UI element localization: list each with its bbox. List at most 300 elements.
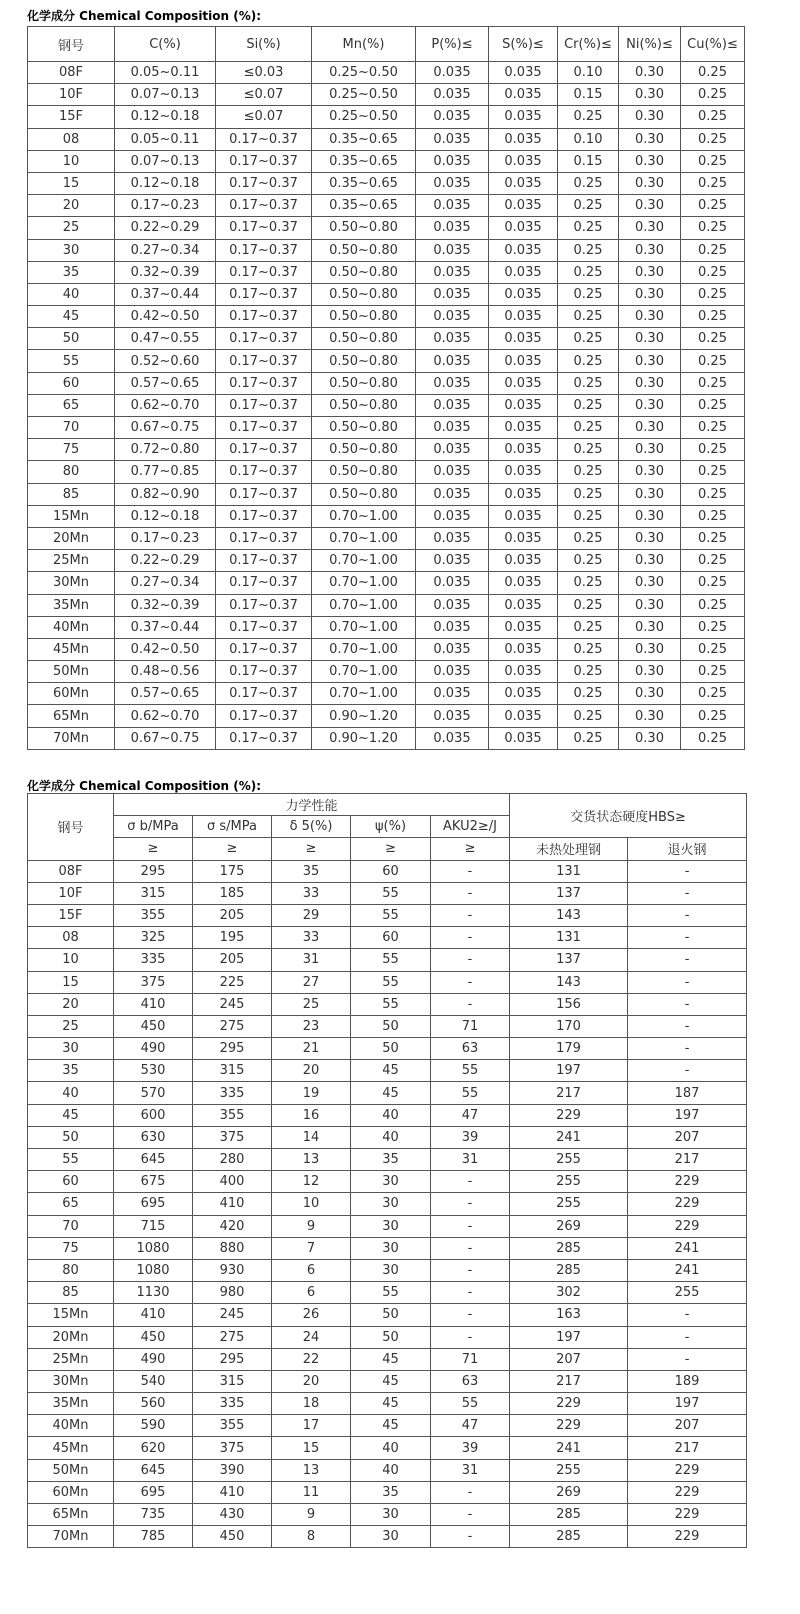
table-cell: 275 <box>193 1326 272 1348</box>
table-cell: 735 <box>114 1504 193 1526</box>
table-cell: 0.25~0.50 <box>312 62 416 84</box>
table-cell: 0.30 <box>619 616 681 638</box>
table-cell: 0.25 <box>681 594 745 616</box>
table-cell: 0.37~0.44 <box>115 616 216 638</box>
table-cell: 0.57~0.65 <box>115 683 216 705</box>
table-cell: 30 <box>351 1215 431 1237</box>
table-cell: 0.30 <box>619 594 681 616</box>
steel-grade-cell: 65Mn <box>28 705 115 727</box>
table-cell: 255 <box>510 1459 628 1481</box>
table-cell: 645 <box>114 1459 193 1481</box>
table-cell: 0.25 <box>681 417 745 439</box>
table-cell: 0.25 <box>558 727 619 749</box>
table-cell: 0.32~0.39 <box>115 594 216 616</box>
table-cell: 0.17~0.37 <box>216 306 312 328</box>
table-cell: 0.50~0.80 <box>312 483 416 505</box>
table-cell: 0.30 <box>619 62 681 84</box>
table-cell: 0.57~0.65 <box>115 372 216 394</box>
table-cell: - <box>431 1481 510 1503</box>
table-cell: 0.17~0.37 <box>216 550 312 572</box>
table-cell: 71 <box>431 1348 510 1370</box>
chem-header <box>28 27 745 62</box>
steel-grade-cell: 70 <box>28 1215 114 1237</box>
table-cell: 45 <box>351 1060 431 1082</box>
table-cell: 0.25 <box>558 306 619 328</box>
chemical-composition-title: 化学成分 Chemical Composition (%): <box>27 9 262 23</box>
table-cell: 0.035 <box>416 705 489 727</box>
table-cell: 0.25 <box>681 461 745 483</box>
table-cell: 0.30 <box>619 417 681 439</box>
table-cell: 0.70~1.00 <box>312 616 416 638</box>
table-cell: 30 <box>351 1504 431 1526</box>
table-cell: 197 <box>628 1393 747 1415</box>
table-cell: 30 <box>351 1193 431 1215</box>
steel-grade-cell: 65 <box>28 1193 114 1215</box>
table-cell: 0.17~0.37 <box>216 705 312 727</box>
table-cell: 45 <box>351 1082 431 1104</box>
table-cell: 245 <box>193 993 272 1015</box>
table-cell: 0.50~0.80 <box>312 261 416 283</box>
table-cell: 0.30 <box>619 372 681 394</box>
table-row <box>28 1437 747 1459</box>
table-row <box>28 1126 747 1148</box>
table-cell: 0.035 <box>416 350 489 372</box>
table-cell: 9 <box>272 1504 351 1526</box>
table-row <box>28 1282 747 1304</box>
table-cell: 0.30 <box>619 683 681 705</box>
table-cell: 570 <box>114 1082 193 1104</box>
table-cell: 0.25 <box>681 84 745 106</box>
table-cell: 0.35~0.65 <box>312 150 416 172</box>
table-cell: 0.17~0.37 <box>216 128 312 150</box>
table-cell: 620 <box>114 1437 193 1459</box>
table-cell: 229 <box>628 1526 747 1548</box>
table-cell: 0.035 <box>416 217 489 239</box>
table-row <box>28 461 745 483</box>
table-cell: 7 <box>272 1237 351 1259</box>
table-cell: 0.47~0.55 <box>115 328 216 350</box>
table-cell: - <box>431 1282 510 1304</box>
grade-header: 钢号 <box>28 794 114 861</box>
table-cell: 0.25 <box>558 638 619 660</box>
table-cell: 0.17~0.37 <box>216 350 312 372</box>
table-cell: 40 <box>351 1437 431 1459</box>
table-cell: 375 <box>193 1437 272 1459</box>
table-cell: 325 <box>114 927 193 949</box>
table-cell: 0.035 <box>489 594 558 616</box>
table-cell: 315 <box>114 882 193 904</box>
table-cell: 63 <box>431 1370 510 1392</box>
table-cell: 0.12~0.18 <box>115 505 216 527</box>
table-row <box>28 1060 747 1082</box>
steel-grade-cell: 45Mn <box>28 638 115 660</box>
table-cell: 0.17~0.37 <box>216 439 312 461</box>
table-cell: 0.035 <box>416 616 489 638</box>
table-cell: ≤0.07 <box>216 84 312 106</box>
table-row <box>28 971 747 993</box>
table-cell: 60 <box>351 927 431 949</box>
table-cell: 0.30 <box>619 727 681 749</box>
table-cell: 0.25 <box>681 239 745 261</box>
steel-grade-cell: 25Mn <box>28 550 115 572</box>
table-cell: 0.25 <box>681 705 745 727</box>
table-cell: 0.22~0.29 <box>115 550 216 572</box>
table-cell: 0.90~1.20 <box>312 705 416 727</box>
table-cell: 0.035 <box>489 283 558 305</box>
table-cell: 175 <box>193 860 272 882</box>
table-cell: 0.035 <box>416 661 489 683</box>
table-cell: - <box>628 1038 747 1060</box>
table-cell: 0.25 <box>681 306 745 328</box>
table-cell: 0.17~0.37 <box>216 461 312 483</box>
table-cell: 29 <box>272 904 351 926</box>
table-cell: 55 <box>431 1082 510 1104</box>
steel-grade-cell: 15Mn <box>28 505 115 527</box>
table-cell: 137 <box>510 949 628 971</box>
steel-grade-cell: 75 <box>28 439 115 461</box>
table-cell: 0.82~0.90 <box>115 483 216 505</box>
steel-grade-cell: 80 <box>28 461 115 483</box>
table-cell: 0.035 <box>489 372 558 394</box>
table-cell: 205 <box>193 904 272 926</box>
table-cell: 0.035 <box>489 328 558 350</box>
table-cell: 0.62~0.70 <box>115 394 216 416</box>
table-cell: 0.17~0.37 <box>216 172 312 194</box>
table-cell: 0.90~1.20 <box>312 727 416 749</box>
table-row <box>28 261 745 283</box>
table-cell: 0.30 <box>619 150 681 172</box>
table-cell: 255 <box>628 1282 747 1304</box>
table-cell: - <box>628 1015 747 1037</box>
table-cell: 410 <box>114 993 193 1015</box>
table-cell: 295 <box>193 1348 272 1370</box>
table-cell: 10 <box>272 1193 351 1215</box>
table-cell: 197 <box>510 1060 628 1082</box>
table-cell: 0.17~0.37 <box>216 616 312 638</box>
table-cell: 0.17~0.23 <box>115 195 216 217</box>
min-value-marker: ≥ <box>431 838 510 860</box>
table-cell: 0.70~1.00 <box>312 572 416 594</box>
table-cell: 33 <box>272 882 351 904</box>
table-cell: 0.17~0.37 <box>216 527 312 549</box>
min-value-marker: ≥ <box>114 838 193 860</box>
table-cell: 13 <box>272 1149 351 1171</box>
steel-grade-cell: 80 <box>28 1259 114 1281</box>
table-cell: 0.25 <box>681 483 745 505</box>
steel-grade-cell: 65Mn <box>28 1504 114 1526</box>
table-cell: 0.035 <box>489 483 558 505</box>
table-cell: 131 <box>510 927 628 949</box>
table-cell: 355 <box>193 1104 272 1126</box>
table-cell: 355 <box>114 904 193 926</box>
table-cell: 21 <box>272 1038 351 1060</box>
table-row <box>28 217 745 239</box>
steel-grade-cell: 40Mn <box>28 616 115 638</box>
table-cell: 229 <box>628 1459 747 1481</box>
steel-grade-cell: 85 <box>28 1282 114 1304</box>
table-cell: 335 <box>193 1393 272 1415</box>
table-cell: 20 <box>272 1060 351 1082</box>
steel-grade-cell: 15Mn <box>28 1304 114 1326</box>
table-cell: 16 <box>272 1104 351 1126</box>
table-cell: 0.035 <box>489 394 558 416</box>
table-cell: - <box>431 1237 510 1259</box>
table-cell: 255 <box>510 1149 628 1171</box>
steel-grade-cell: 60Mn <box>28 683 115 705</box>
table-cell: 0.17~0.37 <box>216 594 312 616</box>
steel-grade-cell: 30Mn <box>28 572 115 594</box>
table-cell: - <box>431 993 510 1015</box>
table-cell: 490 <box>114 1348 193 1370</box>
table-cell: 0.25 <box>681 572 745 594</box>
table-cell: - <box>431 1304 510 1326</box>
table-cell: 0.17~0.37 <box>216 261 312 283</box>
chem-col-header: C(%) <box>115 27 216 62</box>
table-cell: 0.52~0.60 <box>115 350 216 372</box>
mech-body <box>28 860 747 1548</box>
table-cell: 0.25 <box>681 394 745 416</box>
table-cell: 39 <box>431 1126 510 1148</box>
table-row <box>28 1015 747 1037</box>
table-cell: 45 <box>351 1393 431 1415</box>
table-cell: 0.035 <box>416 683 489 705</box>
table-cell: 47 <box>431 1104 510 1126</box>
table-cell: 40 <box>351 1459 431 1481</box>
table-cell: - <box>431 1193 510 1215</box>
table-row <box>28 283 745 305</box>
table-cell: 31 <box>431 1149 510 1171</box>
table-cell: 0.72~0.80 <box>115 439 216 461</box>
table-cell: 187 <box>628 1082 747 1104</box>
table-cell: 170 <box>510 1015 628 1037</box>
table-cell: - <box>431 882 510 904</box>
table-cell: 40 <box>351 1126 431 1148</box>
table-cell: 450 <box>114 1015 193 1037</box>
table-cell: - <box>431 1215 510 1237</box>
table-cell: 280 <box>193 1149 272 1171</box>
table-cell: 8 <box>272 1526 351 1548</box>
table-row <box>28 372 745 394</box>
table-row <box>28 128 745 150</box>
table-cell: 0.17~0.37 <box>216 661 312 683</box>
table-cell: 0.25 <box>681 128 745 150</box>
table-cell: 30 <box>351 1171 431 1193</box>
table-cell: 22 <box>272 1348 351 1370</box>
table-cell: 410 <box>114 1304 193 1326</box>
table-cell: 0.17~0.37 <box>216 283 312 305</box>
table-row <box>28 1370 747 1392</box>
table-cell: 0.30 <box>619 239 681 261</box>
table-cell: - <box>628 949 747 971</box>
table-cell: 0.25 <box>558 661 619 683</box>
table-cell: 50 <box>351 1038 431 1060</box>
table-cell: 131 <box>510 860 628 882</box>
table-cell: 355 <box>193 1415 272 1437</box>
table-cell: 0.70~1.00 <box>312 638 416 660</box>
table-row <box>28 1082 747 1104</box>
table-cell: 0.07~0.13 <box>115 150 216 172</box>
table-cell: 13 <box>272 1459 351 1481</box>
table-cell: 6 <box>272 1259 351 1281</box>
table-cell: - <box>431 1526 510 1548</box>
table-cell: 0.48~0.56 <box>115 661 216 683</box>
table-cell: 0.30 <box>619 527 681 549</box>
steel-grade-cell: 60 <box>28 372 115 394</box>
table-cell: 0.035 <box>489 638 558 660</box>
table-cell: 0.035 <box>416 394 489 416</box>
table-cell: 0.17~0.37 <box>216 195 312 217</box>
steel-grade-cell: 55 <box>28 350 115 372</box>
table-cell: 26 <box>272 1304 351 1326</box>
table-cell: 0.30 <box>619 394 681 416</box>
table-cell: 0.035 <box>489 683 558 705</box>
table-cell: 143 <box>510 904 628 926</box>
table-cell: 71 <box>431 1015 510 1037</box>
table-cell: 185 <box>193 882 272 904</box>
table-cell: 0.50~0.80 <box>312 417 416 439</box>
table-cell: 0.30 <box>619 283 681 305</box>
table-cell: 560 <box>114 1393 193 1415</box>
table-cell: 0.25 <box>681 727 745 749</box>
table-cell: 207 <box>628 1415 747 1437</box>
table-cell: 0.035 <box>489 461 558 483</box>
table-cell: 0.70~1.00 <box>312 683 416 705</box>
steel-grade-cell: 25Mn <box>28 1348 114 1370</box>
table-cell: 30 <box>351 1526 431 1548</box>
table-cell: 0.25 <box>681 550 745 572</box>
table-cell: 207 <box>628 1126 747 1148</box>
table-cell: 11 <box>272 1481 351 1503</box>
min-value-marker: ≥ <box>351 838 431 860</box>
table-cell: 590 <box>114 1415 193 1437</box>
table-cell: 0.35~0.65 <box>312 128 416 150</box>
table-cell: 0.035 <box>489 84 558 106</box>
table-cell: 0.30 <box>619 439 681 461</box>
steel-grade-cell: 20 <box>28 195 115 217</box>
table-cell: 315 <box>193 1060 272 1082</box>
table-cell: 0.70~1.00 <box>312 594 416 616</box>
mech-col-header: AKU2≥/J <box>431 816 510 838</box>
table-cell: 0.25 <box>558 217 619 239</box>
table-cell: 0.25 <box>681 350 745 372</box>
steel-grade-cell: 50Mn <box>28 1459 114 1481</box>
table-cell: 23 <box>272 1015 351 1037</box>
table-row <box>28 1415 747 1437</box>
table-cell: 0.035 <box>416 417 489 439</box>
table-cell: 45 <box>351 1348 431 1370</box>
table-cell: 0.50~0.80 <box>312 306 416 328</box>
steel-grade-cell: 70Mn <box>28 1526 114 1548</box>
table-cell: 195 <box>193 927 272 949</box>
table-cell: 0.05~0.11 <box>115 128 216 150</box>
table-cell: - <box>628 971 747 993</box>
table-cell: 0.035 <box>416 594 489 616</box>
table-cell: 0.25 <box>681 505 745 527</box>
table-cell: 35 <box>272 860 351 882</box>
table-cell: 0.035 <box>489 439 558 461</box>
steel-grade-cell: 30Mn <box>28 1370 114 1392</box>
table-cell: 0.035 <box>416 84 489 106</box>
table-cell: 0.035 <box>416 283 489 305</box>
table-cell: 0.50~0.80 <box>312 217 416 239</box>
table-row <box>28 594 745 616</box>
steel-grade-cell: 70 <box>28 417 115 439</box>
steel-grade-cell: 20 <box>28 993 114 1015</box>
steel-grade-cell: 10F <box>28 882 114 904</box>
table-row <box>28 1104 747 1126</box>
table-cell: 1080 <box>114 1259 193 1281</box>
table-cell: 0.05~0.11 <box>115 62 216 84</box>
table-cell: 0.035 <box>416 372 489 394</box>
table-cell: 0.25 <box>558 394 619 416</box>
steel-grade-cell: 60Mn <box>28 1481 114 1503</box>
mech-col-header: ψ(%) <box>351 816 431 838</box>
table-cell: 0.035 <box>489 239 558 261</box>
table-cell: 0.035 <box>489 727 558 749</box>
table-cell: 675 <box>114 1171 193 1193</box>
chemical-composition-table <box>27 26 745 750</box>
table-cell: 0.25 <box>558 505 619 527</box>
table-cell: 0.035 <box>416 62 489 84</box>
steel-grade-cell: 60 <box>28 1171 114 1193</box>
table-row <box>28 927 747 949</box>
steel-grade-cell: 55 <box>28 1149 114 1171</box>
table-row <box>28 705 745 727</box>
table-cell: 45 <box>351 1415 431 1437</box>
chem-col-header: Mn(%) <box>312 27 416 62</box>
chem-col-header: Cr(%)≤ <box>558 27 619 62</box>
table-cell: 0.15 <box>558 150 619 172</box>
table-cell: - <box>628 904 747 926</box>
table-cell: 269 <box>510 1215 628 1237</box>
chem-col-header: P(%)≤ <box>416 27 489 62</box>
steel-grade-cell: 35Mn <box>28 1393 114 1415</box>
table-cell: 715 <box>114 1215 193 1237</box>
table-cell: 0.25 <box>558 461 619 483</box>
table-cell: 50 <box>351 1326 431 1348</box>
table-cell: 285 <box>510 1526 628 1548</box>
table-cell: 0.25 <box>558 527 619 549</box>
table-cell: 0.035 <box>416 172 489 194</box>
table-cell: 285 <box>510 1504 628 1526</box>
table-cell: 0.035 <box>416 328 489 350</box>
table-cell: 40 <box>351 1104 431 1126</box>
table-cell: 179 <box>510 1038 628 1060</box>
table-cell: 0.25 <box>558 239 619 261</box>
table-cell: 197 <box>510 1326 628 1348</box>
table-row <box>28 1259 747 1281</box>
table-cell: - <box>431 1171 510 1193</box>
table-cell: 0.12~0.18 <box>115 172 216 194</box>
chem-body <box>28 62 745 750</box>
table-cell: 0.30 <box>619 261 681 283</box>
table-cell: 197 <box>628 1104 747 1126</box>
table-cell: 0.035 <box>416 439 489 461</box>
table-cell: 35 <box>351 1481 431 1503</box>
table-cell: 0.77~0.85 <box>115 461 216 483</box>
table-cell: 0.25 <box>681 638 745 660</box>
table-cell: 35 <box>351 1149 431 1171</box>
hardness-col-header: 未热处理钢 <box>510 838 628 860</box>
table-cell: 0.15 <box>558 84 619 106</box>
table-row <box>28 195 745 217</box>
table-cell: 0.17~0.37 <box>216 417 312 439</box>
mech-col-header: δ 5(%) <box>272 816 351 838</box>
table-cell: 0.17~0.37 <box>216 727 312 749</box>
table-cell: ≤0.07 <box>216 106 312 128</box>
table-cell: 55 <box>351 949 431 971</box>
table-cell: 0.035 <box>489 150 558 172</box>
